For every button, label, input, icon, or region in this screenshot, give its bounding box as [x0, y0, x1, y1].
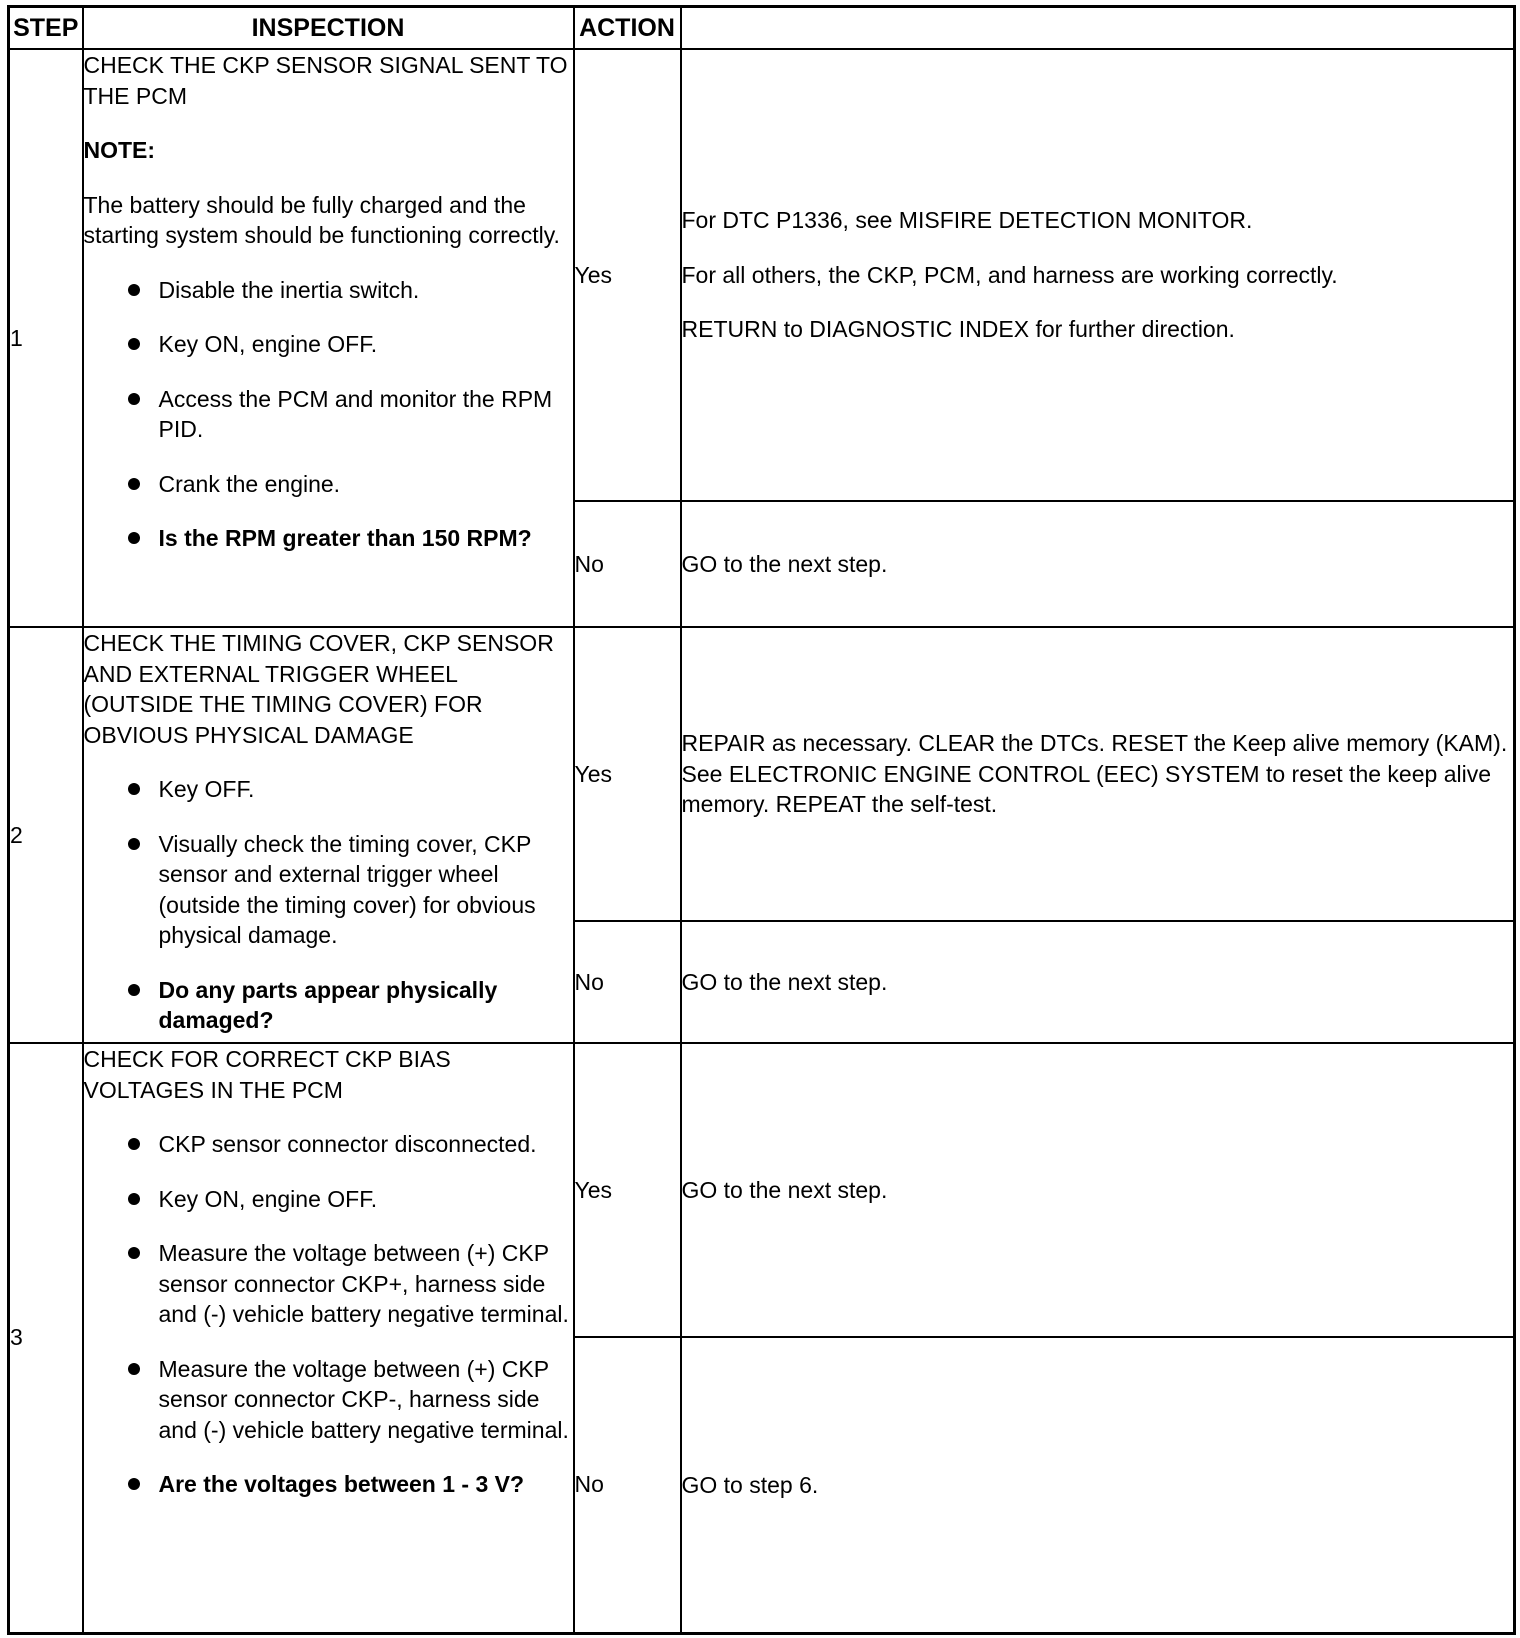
step-2-yes-row [9, 627, 1515, 921]
action-line: RETURN to DIAGNOSTIC INDEX for further direction. [681, 316, 1235, 343]
response-yes: Yes [574, 49, 681, 501]
list-item-text: CKP sensor connector disconnected. [158, 1131, 537, 1157]
list-item [84, 384, 573, 445]
no-action: GO to step 6. [681, 1337, 1515, 1633]
bullet-list [84, 1129, 573, 1500]
list-item-text: Key ON, engine OFF. [158, 1185, 378, 1212]
response-yes: Yes [574, 627, 681, 921]
header-result [681, 7, 1515, 50]
response-no: No [574, 501, 681, 627]
bullet-icon [128, 1193, 140, 1205]
list-item-text: Measure the voltage between (+) CKP sensor connector CKP+, harness side and (-) vehicle battery negative terminal. [158, 1240, 569, 1327]
list-item-text: Crank the engine. [158, 470, 341, 497]
step-title: CHECK THE TIMING COVER, CKP SENSOR AND EXTERNAL TRIGGER WHEEL (OUTSIDE THE TIMING COVER) FOR OBVIOUS PHYSICAL DAMAGE [83, 630, 554, 748]
header-action: ACTION [574, 7, 681, 50]
step-title: CHECK FOR CORRECT CKP BIAS VOLTAGES IN THE PCM [83, 1046, 451, 1103]
question-text: Is the RPM greater than 150 RPM? [158, 525, 532, 551]
question-item [84, 1469, 573, 1500]
list-item [84, 1238, 573, 1330]
yes-action: GO to the next step. [681, 1043, 1515, 1337]
no-action: GO to the next step. [681, 501, 1515, 627]
bullet-icon [128, 984, 140, 996]
yes-action: REPAIR as necessary. CLEAR the DTCs. RESET the Keep alive memory (KAM). See ELECTRONIC ENGINE CONTROL (EEC) SYSTEM to reset the keep alive memory. REPEAT the self-test. [681, 627, 1515, 921]
no-action: GO to the next step. [681, 921, 1515, 1043]
header-step: STEP [9, 7, 83, 50]
bullet-icon [128, 1247, 140, 1259]
list-item [84, 275, 573, 306]
bullet-icon [128, 478, 140, 490]
question-text: Are the voltages between 1 - 3 V? [158, 1471, 525, 1497]
response-no: No [574, 1337, 681, 1633]
action-line: For DTC P1336, see MISFIRE DETECTION MONITOR. [681, 207, 1253, 234]
header-row [9, 7, 1515, 50]
list-item [84, 774, 573, 805]
list-item-text: Disable the inertia switch. [158, 276, 420, 303]
bullet-icon [128, 338, 140, 350]
bullet-list [84, 774, 573, 1036]
note-label: NOTE: [83, 137, 156, 163]
list-item [84, 329, 573, 360]
yes-action [681, 49, 1515, 501]
header-inspection: INSPECTION [83, 7, 574, 50]
step-number: 1 [9, 49, 83, 627]
list-item [84, 1354, 573, 1446]
response-no: No [574, 921, 681, 1043]
bullet-icon [128, 393, 140, 405]
step-title: CHECK THE CKP SENSOR SIGNAL SENT TO THE PCM [83, 52, 568, 109]
bullet-icon [128, 1478, 140, 1490]
note-text: The battery should be fully charged and the starting system should be functioning correctly. [83, 191, 560, 248]
step-3-inspection [83, 1043, 574, 1633]
bullet-icon [128, 783, 140, 795]
response-yes: Yes [574, 1043, 681, 1337]
step-2-inspection [83, 627, 574, 1043]
step-number: 3 [9, 1043, 83, 1633]
bullet-icon [128, 838, 140, 850]
diagnostic-table [7, 5, 1516, 1635]
list-item [84, 1129, 573, 1160]
list-item-text: Measure the voltage between (+) CKP sensor connector CKP-, harness side and (-) vehicle battery negative terminal. [158, 1355, 569, 1443]
bullet-list [84, 275, 573, 554]
step-number: 2 [9, 627, 83, 1043]
question-text: Do any parts appear physically damaged? [158, 976, 498, 1033]
bullet-icon [128, 532, 140, 544]
question-item [84, 975, 573, 1036]
list-item-text: Visually check the timing cover, CKP sensor and external trigger wheel (outside the timing cover) for obvious physical damage. [158, 830, 536, 948]
list-item-text: Key OFF. [158, 776, 255, 802]
list-item-text: Key ON, engine OFF. [158, 331, 378, 357]
step-1-yes-row [9, 49, 1515, 501]
bullet-icon [128, 1363, 140, 1375]
list-item-text: Access the PCM and monitor the RPM PID. [158, 385, 553, 442]
action-line: For all others, the CKP, PCM, and harness are working correctly. [681, 261, 1338, 288]
step-1-inspection [83, 49, 574, 627]
step-3-yes-row [9, 1043, 1515, 1337]
bullet-icon [128, 1138, 140, 1150]
bullet-icon [128, 284, 140, 296]
list-item [84, 469, 573, 500]
list-item [84, 1184, 573, 1215]
question-item [84, 523, 573, 554]
list-item [84, 829, 573, 951]
